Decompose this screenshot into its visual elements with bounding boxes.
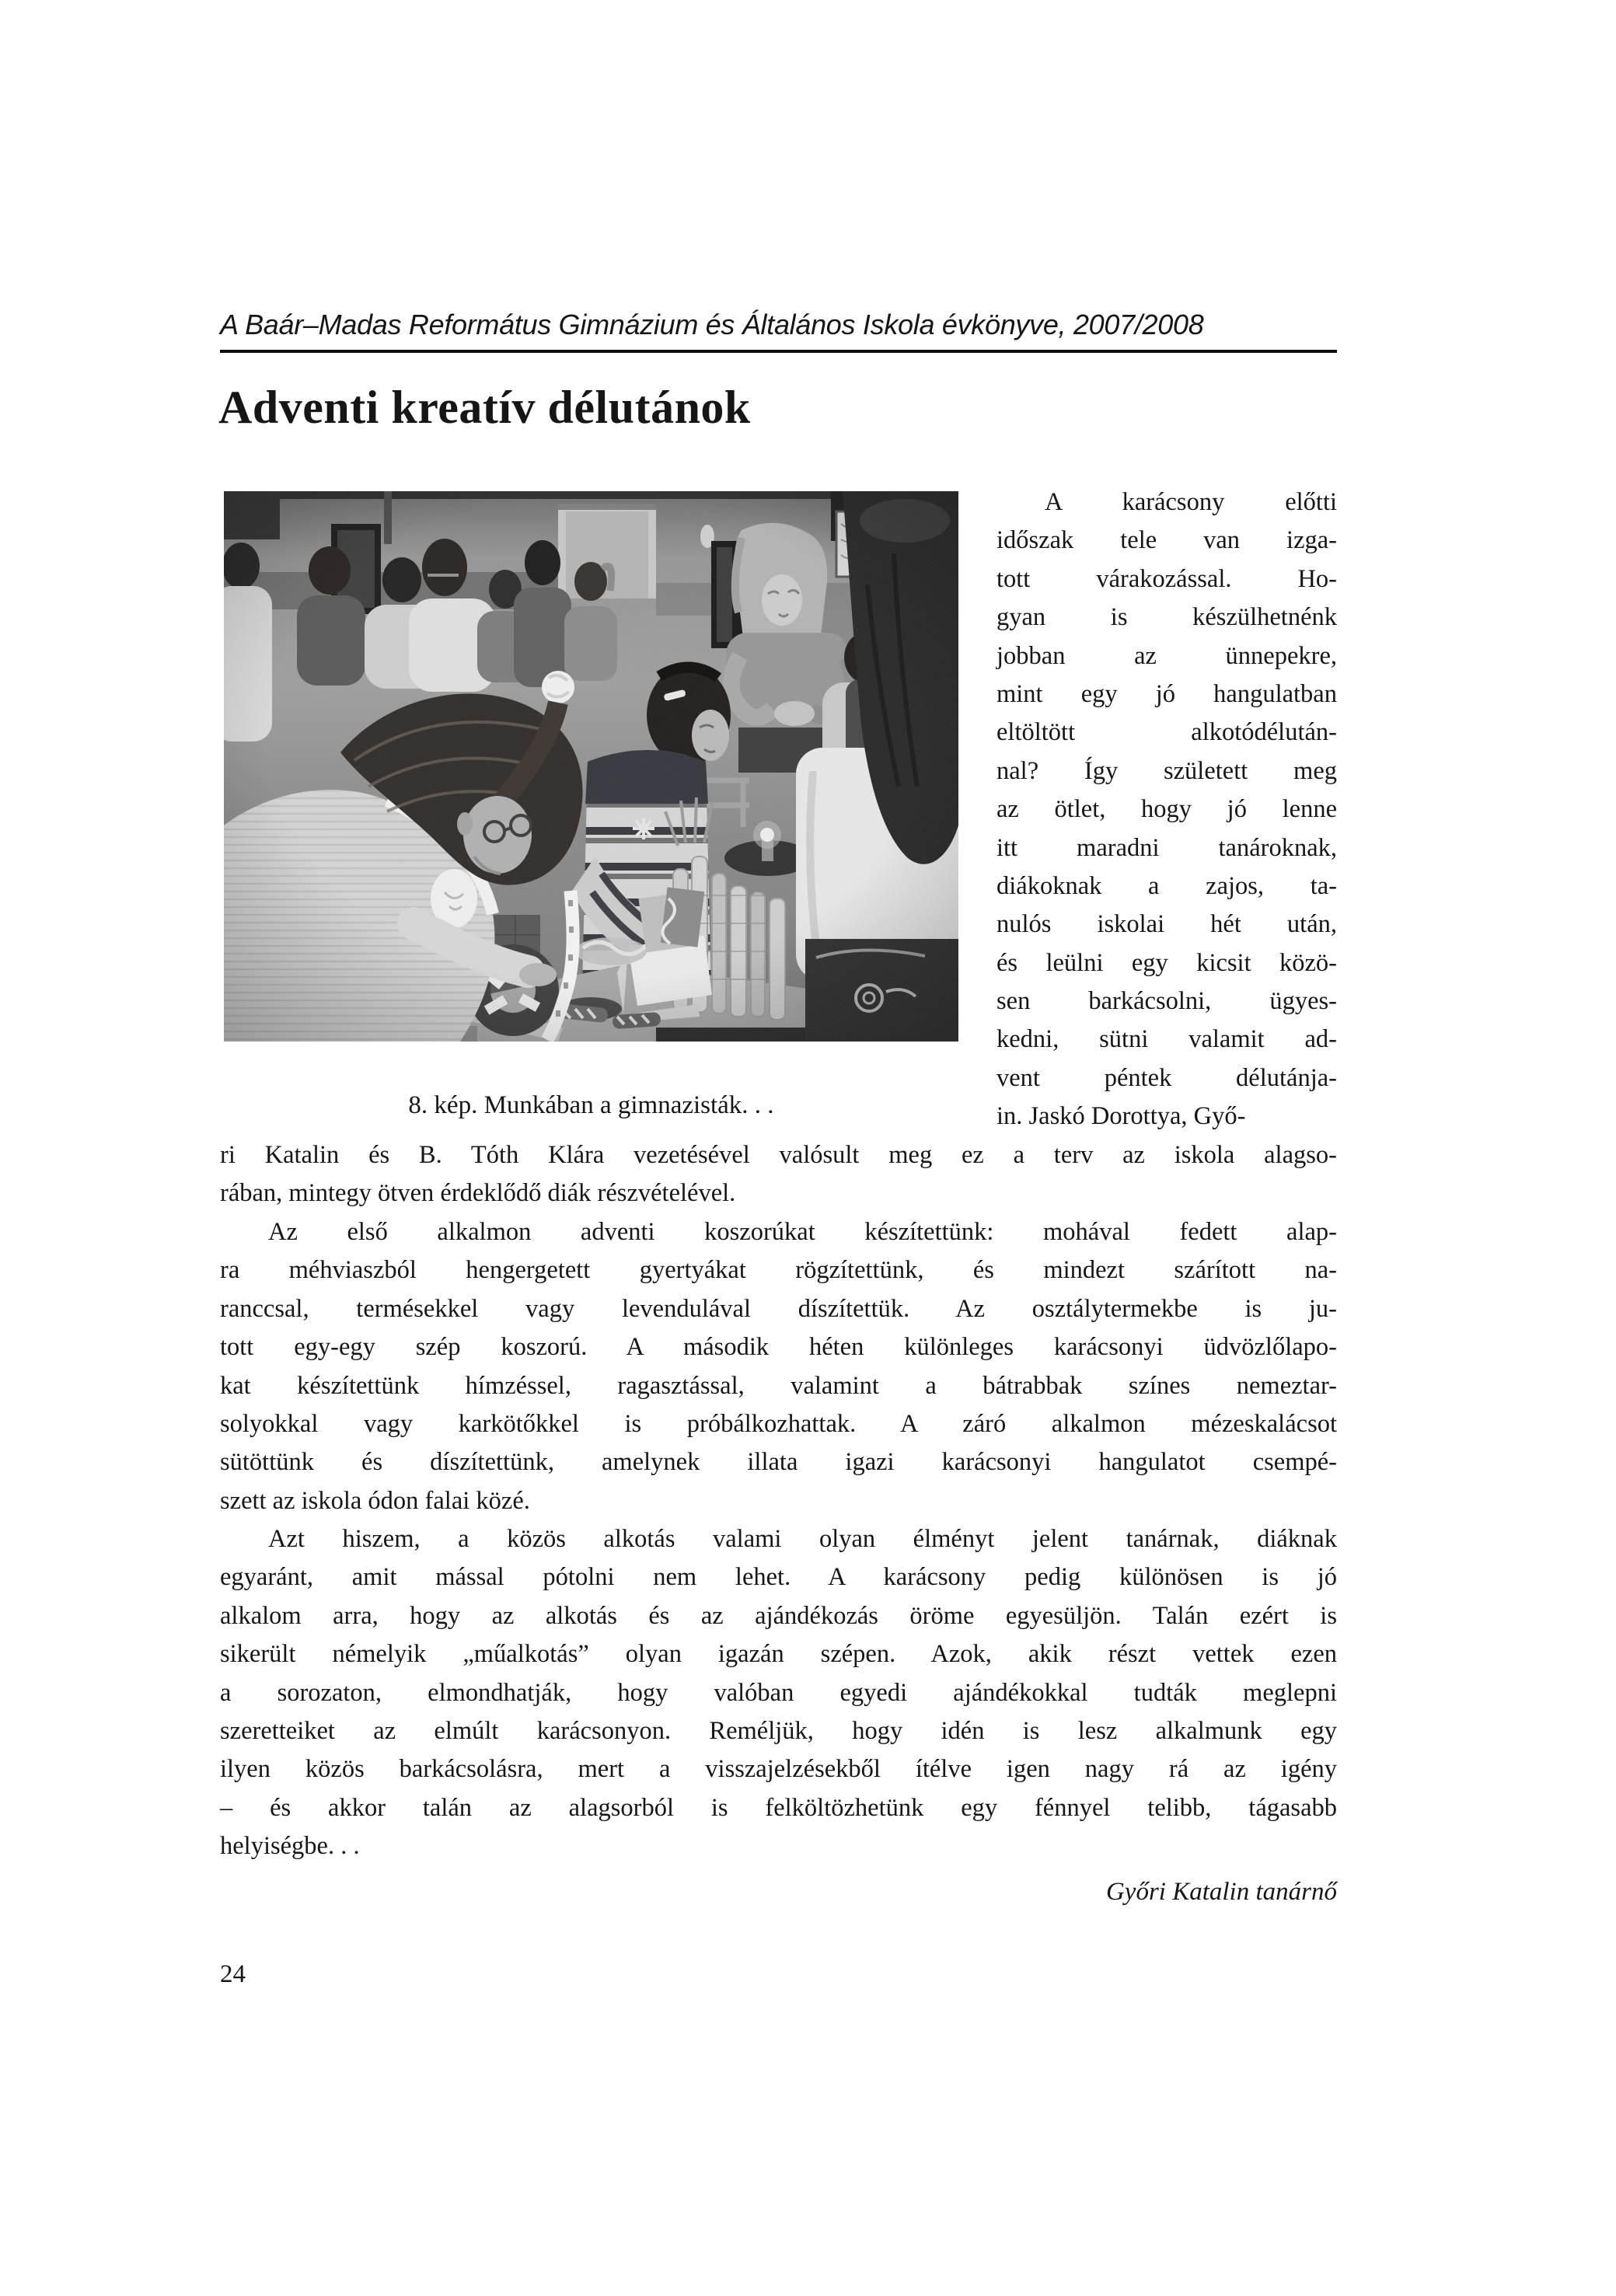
text-line: kat készítettünk hímzéssel, ragasztással, valamint a bátrabbak színes nemeztar-	[220, 1371, 1337, 1400]
page-title: Adventi kreatív délutánok	[218, 382, 751, 433]
running-header	[220, 309, 1337, 353]
text-line: vent péntek délutánja-	[996, 1063, 1337, 1092]
text-line: rában, mintegy ötven érdeklődő diák részvételével.	[220, 1179, 736, 1208]
text-line: itt maradni tanároknak,	[996, 833, 1337, 862]
text-line: Azt hiszem, a közös alkotás valami olyan élményt jelent tanárnak, diáknak	[268, 1525, 1337, 1553]
paragraph-three	[220, 1520, 1337, 1866]
intro-text-column	[996, 483, 1337, 1136]
paragraph-two	[220, 1213, 1337, 1520]
text-line: mint egy jó hangulatban	[996, 679, 1337, 708]
text-line: ra méhviaszból hengergetett gyertyákat rögzítettünk, és mindezt szárított na-	[220, 1256, 1337, 1285]
text-line: sen barkácsolni, ügyes-	[996, 987, 1337, 1016]
photo-scene	[224, 491, 958, 1042]
photo-illustration	[224, 491, 958, 1042]
text-line: tott egy-egy szép koszorú. A második héten különleges karácsonyi üdvözlőlapo-	[220, 1333, 1337, 1362]
text-line: alkalom arra, hogy az alkotás és az ajándékozás öröme egyesüljön. Talán ezért is	[220, 1601, 1337, 1630]
text-line: eltöltött alkotódélután-	[996, 718, 1337, 747]
author-signature: Győri Katalin tanárnő	[1105, 1878, 1337, 1906]
text-line: Az első alkalmon adventi koszorúkat készítettünk: mohával fedett alap-	[268, 1218, 1337, 1246]
text-line: ilyen közös barkácsolásra, mert a visszajelzésekből ítélve igen nagy rá az igény	[220, 1755, 1337, 1784]
text-line: diákoknak a zajos, ta-	[996, 871, 1337, 900]
text-line: és leülni egy kicsit közö-	[996, 948, 1337, 977]
text-line: A karácsony előtti	[1045, 488, 1337, 516]
text-line: ri Katalin és B. Tóth Klára vezetésével valósult meg ez a terv az iskola alagso-	[220, 1141, 1337, 1169]
text-line: sütöttünk és díszítettünk, amelynek illata igazi karácsonyi hangulatot csempé-	[220, 1448, 1337, 1477]
photo-caption: 8. kép. Munkában a gimnazisták. . .	[408, 1091, 774, 1119]
text-line: gyan is készülhetnénk	[996, 603, 1337, 632]
text-line: időszak tele van izga-	[996, 526, 1337, 555]
text-line: jobban az ünnepekre,	[996, 641, 1337, 670]
text-line: az ötlet, hogy jó lenne	[996, 795, 1337, 824]
text-line: ranccsal, termésekkel vagy levendulával díszítettük. Az osztálytermekbe is ju-	[220, 1294, 1337, 1323]
page-number: 24	[220, 1960, 246, 1988]
paragraph-continuation	[220, 1136, 1337, 1213]
text-line: nal? Így született meg	[996, 756, 1337, 785]
text-line: helyiségbe. . .	[220, 1832, 360, 1861]
text-line: szeretteiket az elmúlt karácsonyon. Reméljük, hogy idén is lesz alkalmunk egy	[220, 1716, 1337, 1745]
text-line: tott várakozással. Ho-	[996, 564, 1337, 593]
running-header-text: A Baár–Madas Református Gimnázium és Általános Iskola évkönyve, 2007/2008	[220, 309, 1204, 340]
text-line: nulós iskolai hét után,	[996, 910, 1337, 939]
text-line: a sorozaton, elmondhatják, hogy valóban egyedi ajándékokkal tudták meglepni	[220, 1678, 1337, 1707]
text-line: egyaránt, amit mással pótolni nem lehet. A karácsony pedig különösen is jó	[220, 1563, 1337, 1592]
text-line: – és akkor talán az alagsorból is felköltözhetünk egy fénnyel telibb, tágasabb	[220, 1793, 1337, 1822]
photo-figure	[224, 491, 958, 1042]
text-line: szett az iskola ódon falai közé.	[220, 1486, 530, 1515]
text-line: in. Jaskó Dorottya, Győ-	[996, 1102, 1246, 1131]
text-line: kedni, sütni valamit ad-	[996, 1025, 1337, 1054]
text-line: solyokkal vagy karkötőkkel is próbálkozhattak. A záró alkalmon mézeskalácsot	[220, 1409, 1337, 1438]
text-line: sikerült némelyik „műalkotás” olyan igazán szépen. Azok, akik részt vettek ezen	[220, 1640, 1337, 1669]
